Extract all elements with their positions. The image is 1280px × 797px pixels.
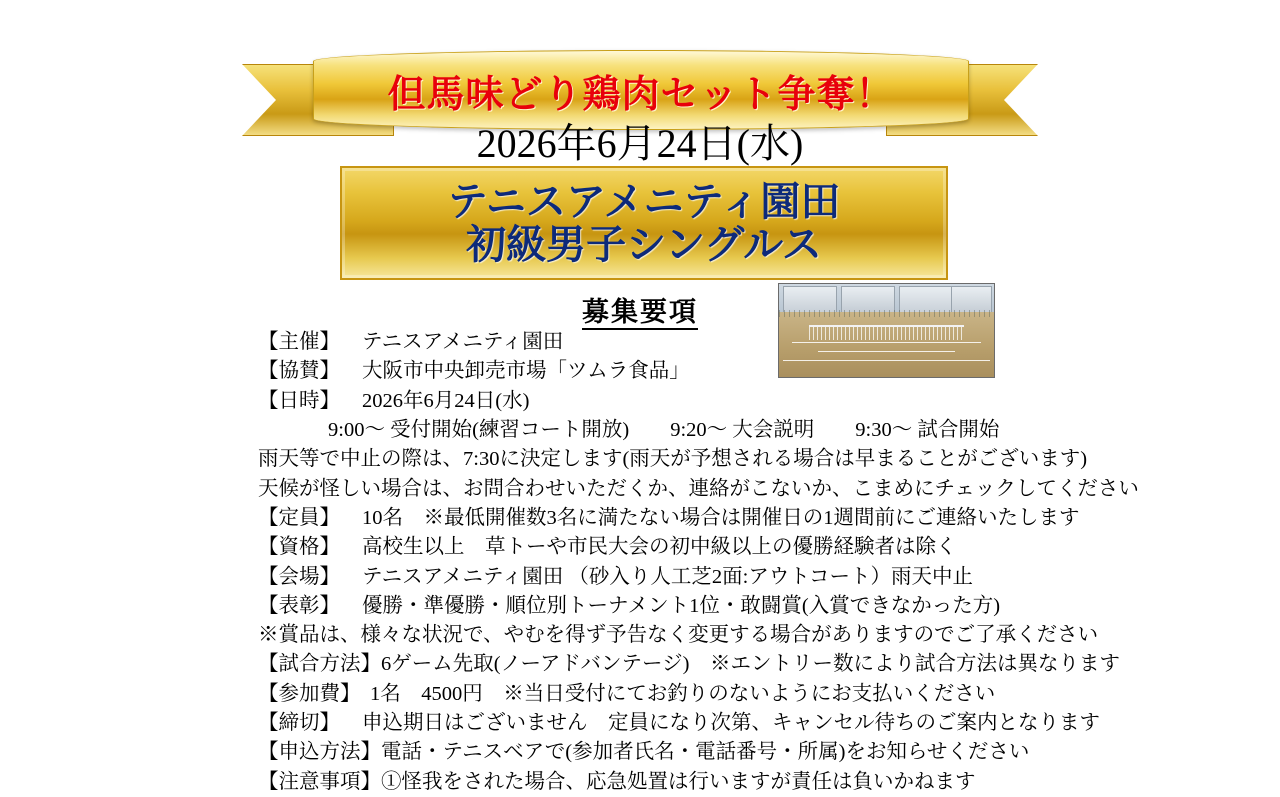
requirement-value: 高校生以上 草トーや市民大会の初中級以上の優勝経験者は除く <box>362 536 957 559</box>
requirement-label: 【申込方法】 <box>258 741 381 764</box>
requirement-label: 【日時】 <box>258 389 340 412</box>
requirement-row <box>258 328 1258 357</box>
requirement-value: テニスアメニティ園田 <box>362 331 564 353</box>
requirement-value: ※賞品は、様々な状況で、やむを得ず予告なく変更する場合がありますのでご了承ください <box>258 624 1099 647</box>
requirement-row <box>258 650 1258 679</box>
requirement-value: ①怪我をされた場合、応急処置は行いますが責任は負いかねます <box>381 770 976 793</box>
requirement-row <box>258 416 1258 445</box>
requirement-label: 【協賛】 <box>258 360 340 383</box>
requirement-row <box>258 680 1258 709</box>
requirement-value: テニスアメニティ園田 （砂入り人工芝2面:アウトコート）雨天中止 <box>362 565 974 588</box>
section-heading-text: 募集要項 <box>582 297 698 330</box>
requirement-row <box>258 621 1258 650</box>
requirement-value: 9:00〜 受付開始(練習コート開放) 9:20〜 大会説明 9:30〜 試合開始 <box>328 418 1000 441</box>
requirement-value: 天候が怪しい場合は、お問合わせいただくか、連絡がこないか、こまめにチェックしてください <box>258 477 1139 500</box>
requirement-value: 1名 4500円 ※当日受付にてお釣りのないようにお支払いください <box>370 682 996 705</box>
requirement-row <box>258 445 1258 474</box>
requirement-row <box>258 563 1258 592</box>
banner-headline: 但馬味どり鶏肉セット争奪！ <box>387 73 895 116</box>
requirement-label: 【主催】 <box>258 331 340 353</box>
requirement-row <box>258 533 1258 562</box>
requirements-list <box>258 328 1258 797</box>
requirement-label: 【締切】 <box>258 712 340 735</box>
requirement-row <box>258 475 1258 504</box>
requirement-label: 【会場】 <box>258 565 340 588</box>
requirement-label: 【定員】 <box>258 506 340 529</box>
requirement-label: 【参加費】 <box>258 682 361 705</box>
requirement-value: 電話・テニスベアで(参加者氏名・電話番号・所属)をお知らせください <box>381 741 1030 764</box>
requirement-value: 優勝・準優勝・順位別トーナメント1位・敢闘賞(入賞できなかった方) <box>362 594 1001 617</box>
title-plate <box>340 166 948 280</box>
requirement-value: 雨天等で中止の際は、7:30に決定します(雨天が予想される場合は早まることがございます) <box>258 448 1088 471</box>
requirement-row <box>258 738 1258 767</box>
section-heading <box>0 290 1280 329</box>
requirement-row <box>258 387 1258 416</box>
requirement-row <box>258 768 1258 797</box>
requirement-label: 【資格】 <box>258 536 340 559</box>
requirement-row <box>258 504 1258 533</box>
requirement-value: 大阪市中央卸売市場「ツムラ食品」 <box>362 360 690 383</box>
title-line-1: テニスアメニティ園田 <box>447 178 841 224</box>
requirement-value: 2026年6月24日(水) <box>362 389 530 412</box>
requirement-value: 申込期日はございません 定員になり次第、キャンセル待ちのご案内となります <box>362 712 1100 735</box>
title-line-2: 初級男子シングルス <box>466 222 822 267</box>
requirement-label: 【試合方法】 <box>258 653 381 676</box>
requirement-label: 【表彰】 <box>258 594 340 617</box>
banner-date: 2026年6月24日(水) <box>476 121 804 166</box>
requirement-label: 【注意事項】 <box>258 770 381 793</box>
requirement-value: 10名 ※最低開催数3名に満たない場合は開催日の1週間前にご連絡いたします <box>362 506 1080 529</box>
requirement-row <box>258 357 1258 386</box>
requirement-row <box>258 709 1258 738</box>
requirement-value: 6ゲーム先取(ノーアドバンテージ) ※エントリー数により試合方法は異なります <box>381 653 1120 676</box>
requirement-row <box>258 592 1258 621</box>
